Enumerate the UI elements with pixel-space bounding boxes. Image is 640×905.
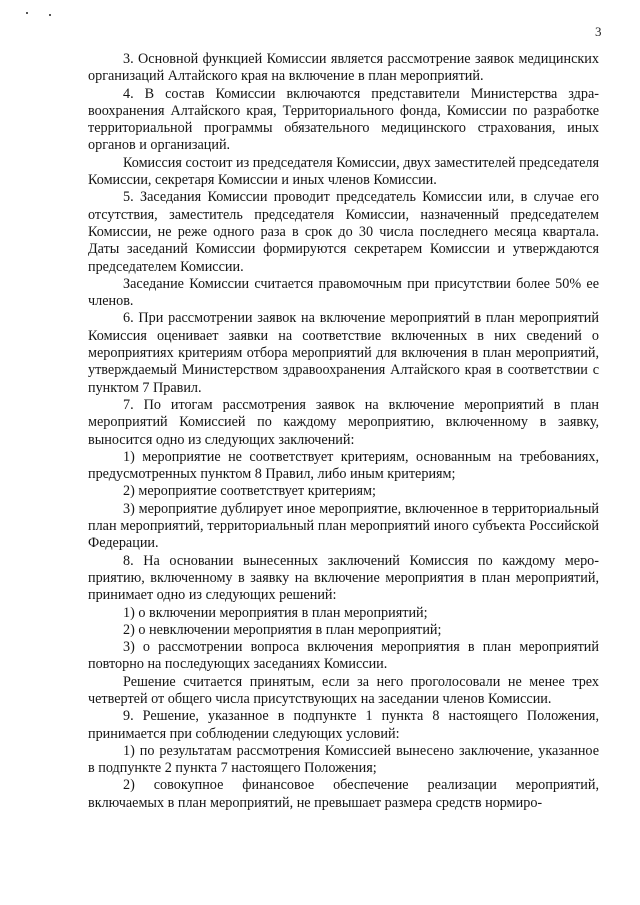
paragraph: 3) о рассмотрении вопроса включения мероприятия в план мероприятий повторно на последующих заседаниях Комиссии. [88, 639, 599, 673]
paragraph: 1) о включении мероприятия в план мероприятий; [123, 604, 428, 621]
paragraph: 3. Основной функцией Комиссии является рассмотрение заявок медицинских организаций Алтайского края на включение в план мероприятий. [88, 51, 599, 85]
paragraph: 9. Решение, указанное в подпункте 1 пункта 8 настоящего Положения, принимается при соблюдении следующих условий: [88, 708, 599, 742]
paragraph: 3) мероприятие дублирует иное мероприятие, включенное в территориальный план мероприятий, территориальный план мероприятий иного субъекта Российской Федерации. [88, 500, 599, 552]
paragraph: Заседание Комиссии считается правомочным при присутствии более 50% ее членов. [88, 275, 599, 310]
paragraph: 6. При рассмотрении заявок на включение мероприятий в план мероприятий Комиссия оценивает заявки на соответствие включенных в них сведений о мероприятиях критериям отбора мероприятий для включения в план мероприятий, утверждаемый Министерством здравоохранения Алтайского края в соответствии с пунктом 7 Правил. [88, 310, 599, 396]
paragraph: 8. На основании вынесенных заключений Комиссия по каждому мероприятию, включенному в заявку на включение мероприятия в план мероприятий, принимает одно из следующих решений: [88, 552, 599, 604]
paragraph: Решение считается принятым, если за него проголосовали не менее трех четвертей от общего числа присутствующих на заседании членов Комиссии. [88, 673, 599, 707]
document-body [88, 51, 599, 812]
paragraph: 1) мероприятие не соответствует критериям, основанным на требованиях, предусмотренных пунктом 8 Правил, либо иным критериям; [88, 448, 599, 483]
scan-speck [49, 14, 51, 16]
paragraph: 2) о невключении мероприятия в план мероприятий; [123, 621, 442, 638]
paragraph: 7. По итогам рассмотрения заявок на включение мероприятий в план мероприятий Комиссией по каждому мероприятию, включенному в заявку, выносится одно из следующих заключений: [88, 396, 599, 448]
page-number: 3 [595, 24, 602, 39]
paragraph: Комиссия состоит из председателя Комиссии, двух заместителей председателя Комиссии, секретаря Комиссии и иных членов Комиссии. [88, 154, 599, 189]
paragraph: 2) совокупное финансовое обеспечение реализации мероприятий, включаемых в план мероприятий, не превышает размера средств нормиро- [88, 777, 599, 811]
paragraph: 2) мероприятие соответствует критериям; [123, 483, 376, 500]
paragraph: 1) по результатам рассмотрения Комиссией вынесено заключение, указанное в подпункте 2 пункта 7 настоящего Положения; [88, 742, 599, 777]
paragraph: 5. Заседания Комиссии проводит председатель Комиссии или, в случае его отсутствия, заместитель председателя Комиссии, назначенный председателем Комиссии, не реже одного раза в срок до 30 числа последнего месяца квартала. Даты заседаний Комиссии формируются секретарем Комиссии и утверждаются председателем Комиссии. [88, 189, 599, 275]
paragraph: 4. В состав Комиссии включаются представители Министерства здравоохранения Алтайского края, Территориального фонда, Комиссии по разработке территориальной программы обязательного медицинского страхования, иных органов и организаций. [88, 85, 599, 154]
scan-speck [26, 12, 28, 14]
